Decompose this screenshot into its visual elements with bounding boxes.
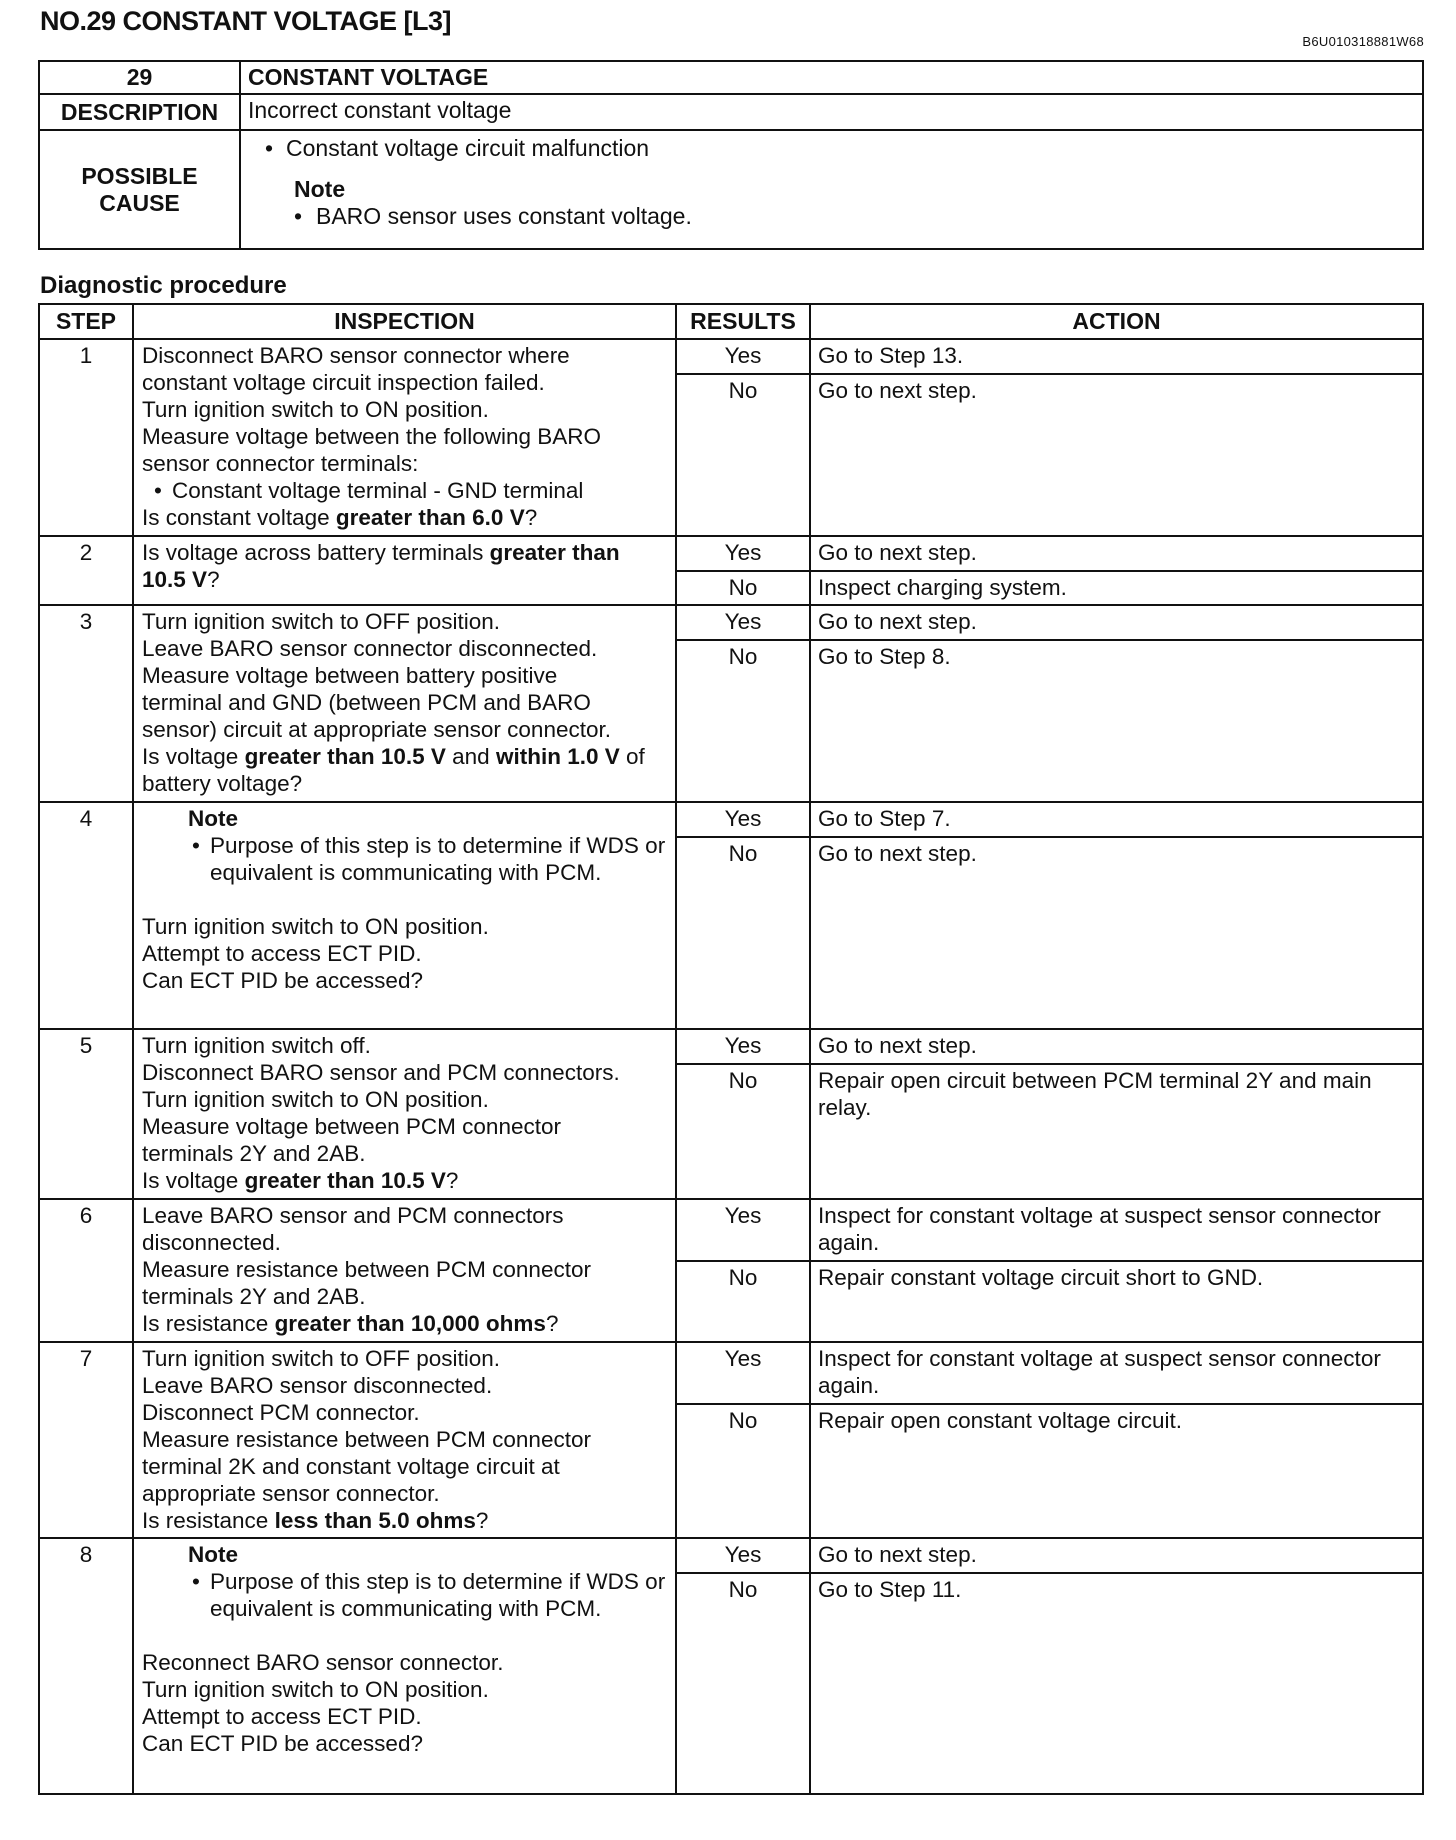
inspection-cell: [133, 1538, 676, 1794]
action-no: Repair constant voltage circuit short to GND.: [810, 1261, 1423, 1342]
cause-item: • Constant voltage circuit malfunction: [248, 135, 1415, 162]
inspection-line: Leave BARO sensor disconnected.: [142, 1373, 493, 1398]
description-label: DESCRIPTION: [39, 94, 240, 130]
description-value: Incorrect constant voltage: [240, 94, 1423, 130]
action-no: Repair open circuit between PCM terminal 2Y and main relay.: [810, 1064, 1423, 1199]
inspection-cell: [133, 1029, 676, 1199]
note-heading: Note: [294, 176, 346, 202]
inspection-question: [142, 743, 668, 797]
possible-cause-label: POSSIBLE CAUSE: [39, 130, 240, 249]
note-heading: Note: [188, 1542, 238, 1567]
summary-table: [38, 60, 1424, 250]
inspection-line: Turn ignition switch to ON position.: [142, 397, 489, 422]
result-yes: Yes: [676, 1199, 810, 1261]
inspection-cell: [133, 536, 676, 605]
inspection-line: terminal 2K and constant voltage circuit at: [142, 1454, 560, 1479]
question-text: Is resistance: [142, 1508, 275, 1533]
inspection-line: Turn ignition switch to ON position.: [142, 1087, 489, 1112]
table-row: [39, 1029, 1423, 1064]
possible-cause-cell: [240, 130, 1423, 249]
col-step: STEP: [39, 304, 133, 339]
inspection-bullet: • Constant voltage terminal - GND terminal: [142, 477, 668, 504]
question-text: Is resistance: [142, 1311, 275, 1336]
question-criterion: greater than 6.0 V: [335, 505, 525, 530]
diagnostic-table: [38, 303, 1424, 1795]
inspection-cell: [133, 1199, 676, 1342]
question-text: of battery voltage?: [142, 744, 645, 796]
inspection-line: Turn ignition switch to ON position.: [142, 1677, 489, 1702]
table-row: [39, 802, 1423, 837]
inspection-line: Disconnect BARO sensor and PCM connectors.: [142, 1060, 620, 1085]
inspection-line: disconnected.: [142, 1230, 281, 1255]
action-no: Go to next step.: [810, 837, 1423, 1029]
inspection-line: Measure resistance between PCM connector: [142, 1257, 591, 1282]
inspection-question: [142, 504, 668, 531]
inspection-line: terminals 2Y and 2AB.: [142, 1284, 366, 1309]
table-row: [39, 1538, 1423, 1573]
action-yes: Go to next step.: [810, 536, 1423, 571]
question-criterion: greater than 10.5 V: [142, 540, 620, 592]
step-number: 8: [39, 1538, 133, 1794]
inspection-line: sensor) circuit at appropriate sensor connector.: [142, 717, 611, 742]
result-yes: Yes: [676, 536, 810, 571]
inspection-line: appropriate sensor connector.: [142, 1481, 440, 1506]
dtc-name: CONSTANT VOLTAGE: [240, 61, 1423, 94]
question-text: and: [445, 744, 496, 769]
note-heading: Note: [188, 806, 238, 831]
question-text: Is voltage across battery terminals: [142, 540, 490, 565]
question-criterion: greater than 10.5 V: [244, 1168, 446, 1193]
inspection-line: Attempt to access ECT PID.: [142, 941, 422, 966]
inspection-line: Measure voltage between the following BARO: [142, 424, 602, 449]
section-heading: Diagnostic procedure: [40, 272, 287, 299]
question-text: Is voltage: [142, 744, 245, 769]
inspection-cell: [133, 802, 676, 1029]
inspection-line: Turn ignition switch to OFF position.: [142, 1346, 501, 1371]
inspection-line: sensor connector terminals:: [142, 451, 419, 476]
action-yes: Inspect for constant voltage at suspect sensor connector again.: [810, 1199, 1423, 1261]
step-number: 1: [39, 339, 133, 536]
question-criterion: greater than 10,000 ohms: [274, 1311, 546, 1336]
inspection-line: Measure voltage between PCM connector: [142, 1114, 561, 1139]
step-number: 5: [39, 1029, 133, 1199]
action-no: Go to next step.: [810, 374, 1423, 536]
result-no: No: [676, 571, 810, 605]
table-row: [39, 605, 1423, 640]
question-text: ?: [475, 1508, 489, 1533]
result-yes: Yes: [676, 339, 810, 374]
result-yes: Yes: [676, 1342, 810, 1404]
inspection-cell: [133, 1342, 676, 1538]
question-criterion: less than 5.0 ohms: [274, 1508, 476, 1533]
inspection-line: Disconnect PCM connector.: [142, 1400, 420, 1425]
result-no: No: [676, 1261, 810, 1342]
step-number: 4: [39, 802, 133, 1029]
question-text: ?: [524, 505, 538, 530]
inspection-line: Measure voltage between battery positive: [142, 663, 558, 688]
result-no: No: [676, 1573, 810, 1794]
inspection-line: Reconnect BARO sensor connector.: [142, 1650, 504, 1675]
question-text: ?: [207, 567, 220, 592]
inspection-line: Attempt to access ECT PID.: [142, 1704, 422, 1729]
inspection-line: Leave BARO sensor and PCM connectors: [142, 1203, 564, 1228]
inspection-cell: [133, 605, 676, 802]
inspection-question: [142, 1310, 668, 1337]
step-number: 6: [39, 1199, 133, 1342]
inspection-question: [142, 539, 668, 593]
result-no: No: [676, 1404, 810, 1538]
col-inspection: INSPECTION: [133, 304, 676, 339]
step-number: 2: [39, 536, 133, 605]
inspection-line: Can ECT PID be accessed?: [142, 1731, 423, 1756]
col-results: RESULTS: [676, 304, 810, 339]
action-no: Repair open constant voltage circuit.: [810, 1404, 1423, 1538]
result-yes: Yes: [676, 605, 810, 640]
inspection-line: terminals 2Y and 2AB.: [142, 1141, 366, 1166]
result-yes: Yes: [676, 1029, 810, 1064]
spacer: [142, 886, 668, 913]
action-yes: Go to next step.: [810, 1029, 1423, 1064]
inspection-line: Leave BARO sensor connector disconnected.: [142, 636, 598, 661]
step-number: 7: [39, 1342, 133, 1538]
inspection-line: Turn ignition switch to ON position.: [142, 914, 489, 939]
table-row: [39, 339, 1423, 374]
action-yes: Go to Step 7.: [810, 802, 1423, 837]
inspection-line: Disconnect BARO sensor connector where: [142, 343, 570, 368]
table-row: [39, 1342, 1423, 1404]
question-criterion: within 1.0 V: [495, 744, 620, 769]
inspection-line: constant voltage circuit inspection failed.: [142, 370, 545, 395]
table-row: [39, 536, 1423, 571]
inspection-line: terminal and GND (between PCM and BARO: [142, 690, 591, 715]
result-yes: Yes: [676, 802, 810, 837]
note-item: • BARO sensor uses constant voltage.: [248, 203, 1415, 230]
action-no: Go to Step 11.: [810, 1573, 1423, 1794]
result-yes: Yes: [676, 1538, 810, 1573]
reference-code: B6U010318881W68: [1302, 34, 1424, 49]
dtc-number: 29: [39, 61, 240, 94]
action-yes: Go to next step.: [810, 605, 1423, 640]
table-row: [39, 1199, 1423, 1261]
inspection-line: Measure resistance between PCM connector: [142, 1427, 591, 1452]
result-no: No: [676, 374, 810, 536]
inspection-line: Turn ignition switch to OFF position.: [142, 609, 501, 634]
result-no: No: [676, 837, 810, 1029]
inspection-question: [142, 1507, 668, 1534]
result-no: No: [676, 1064, 810, 1199]
table-header-row: [39, 304, 1423, 339]
inspection-cell: [133, 339, 676, 536]
question-text: ?: [445, 1168, 459, 1193]
question-text: Is constant voltage: [142, 505, 336, 530]
question-criterion: greater than 10.5 V: [244, 744, 446, 769]
action-yes: Go to next step.: [810, 1538, 1423, 1573]
inspection-question: [142, 1167, 668, 1194]
note-item: • Purpose of this step is to determine if WDS or equivalent is communicating with PCM.: [142, 832, 668, 886]
action-no: Inspect charging system.: [810, 571, 1423, 605]
action-yes: Go to Step 13.: [810, 339, 1423, 374]
inspection-line: Can ECT PID be accessed?: [142, 968, 423, 993]
question-text: ?: [545, 1311, 559, 1336]
col-action: ACTION: [810, 304, 1423, 339]
page-title: NO.29 CONSTANT VOLTAGE [L3]: [40, 6, 452, 36]
action-yes: Inspect for constant voltage at suspect sensor connector again.: [810, 1342, 1423, 1404]
action-no: Go to Step 8.: [810, 640, 1423, 802]
result-no: No: [676, 640, 810, 802]
note-item: • Purpose of this step is to determine if WDS or equivalent is communicating with PCM.: [142, 1568, 668, 1622]
question-text: Is voltage: [142, 1168, 245, 1193]
spacer: [142, 1622, 668, 1649]
inspection-line: Turn ignition switch off.: [142, 1033, 371, 1058]
step-number: 3: [39, 605, 133, 802]
